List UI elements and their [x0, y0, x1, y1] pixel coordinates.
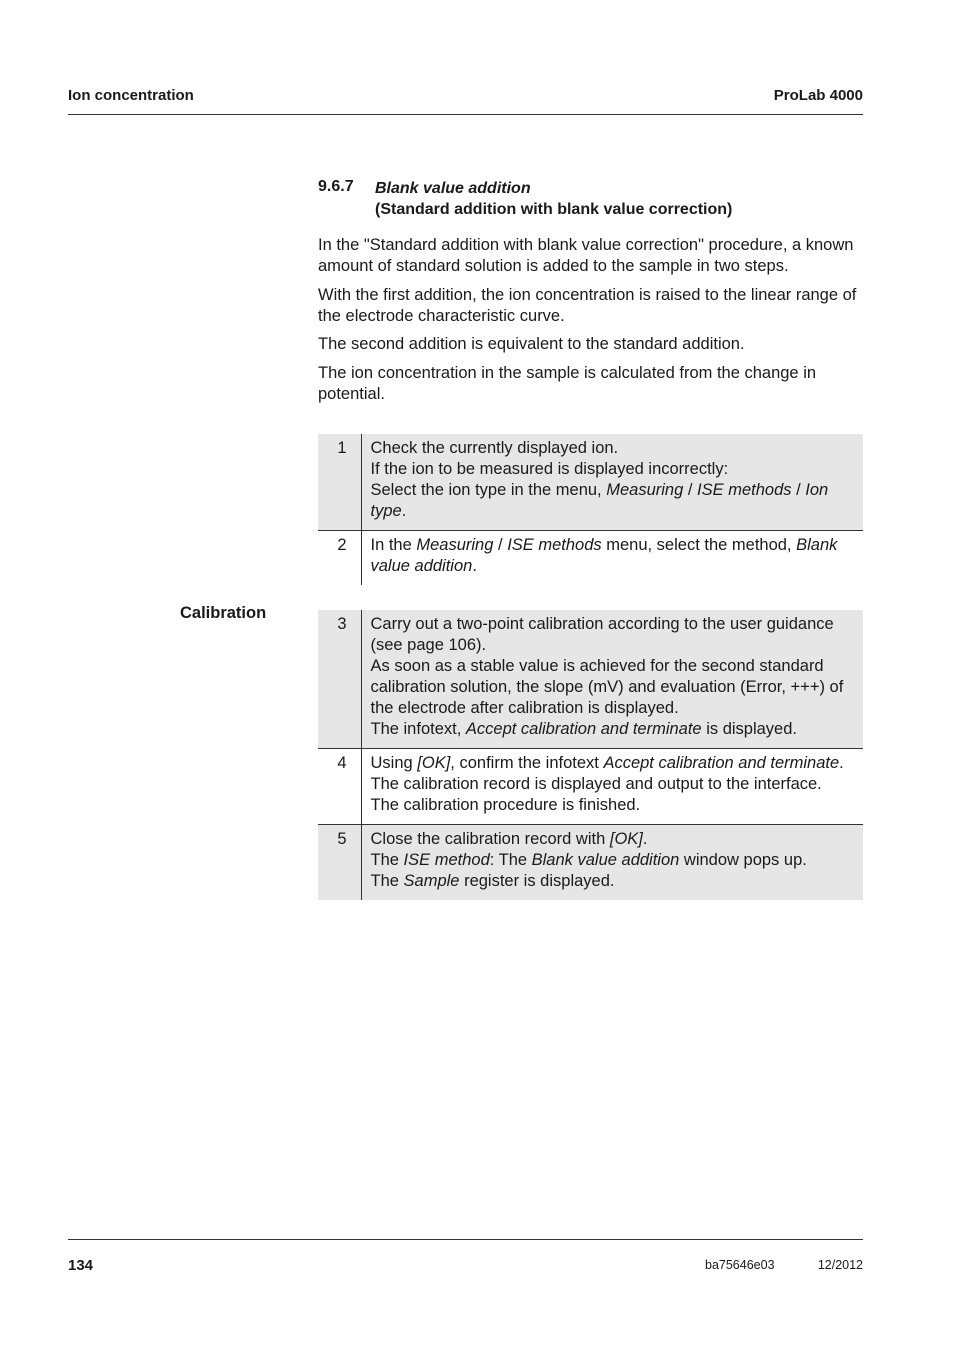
- section-number: 9.6.7: [318, 178, 354, 195]
- step-text-line: [371, 480, 854, 522]
- step-text-line: [371, 829, 854, 850]
- step-text-line: [371, 753, 854, 774]
- step-text-line: [371, 795, 854, 816]
- step-number: 2: [318, 531, 361, 586]
- step-text-segment: Close the calibration record with: [370, 830, 610, 848]
- step-text-line: [371, 614, 854, 656]
- step-text-segment: /: [683, 481, 698, 499]
- step-text-segment: The: [370, 872, 404, 890]
- footer-page-number: 134: [68, 1257, 94, 1274]
- step-number: 5: [318, 825, 361, 901]
- step-text-emphasis: ISE methods: [507, 536, 602, 554]
- step-text-segment: The calibration procedure is finished.: [370, 796, 641, 814]
- step-text-segment: .: [642, 830, 648, 848]
- step-text-emphasis: Blank value addition: [370, 536, 838, 575]
- step-text-emphasis: Ion type: [370, 481, 829, 520]
- step-text-segment: As soon as a stable value is achieved for the second standard calibration solution, the slope (mV) and evaluation (Error, +++) of the electrode after calibration is displayed.: [370, 657, 844, 717]
- step-text-segment: register is displayed.: [459, 872, 615, 890]
- step-text: [361, 825, 863, 901]
- step-text-line: [371, 459, 854, 480]
- section-title: [375, 178, 732, 220]
- steps-table-preparation: [318, 434, 863, 585]
- step-number: 3: [318, 610, 361, 749]
- section-title-subtitle: (Standard addition with blank value correction): [375, 201, 733, 218]
- step-text-line: [371, 850, 854, 871]
- footer-date: 12/2012: [817, 1258, 863, 1272]
- step-text-segment: : The: [489, 851, 532, 869]
- step-text-emphasis: Measuring: [606, 481, 684, 499]
- step-text-segment: .: [401, 502, 407, 520]
- step-text-line: [371, 871, 854, 892]
- step-text-segment: In the: [370, 536, 417, 554]
- step-text-segment: .: [839, 754, 844, 772]
- step-text-emphasis: Accept calibration and terminate: [465, 720, 702, 738]
- step-text-line: [371, 774, 854, 795]
- step-row: [318, 610, 863, 749]
- step-text: [361, 610, 863, 749]
- step-text-emphasis: Accept calibration and terminate: [603, 754, 840, 772]
- step-text-emphasis: Measuring: [416, 536, 494, 554]
- step-row: [318, 825, 863, 901]
- step-text-segment: .: [472, 557, 477, 575]
- step-text-line: [371, 535, 854, 577]
- header-divider: [68, 114, 863, 115]
- step-text: [361, 434, 863, 531]
- step-text-emphasis: ISE methods: [697, 481, 792, 499]
- step-text-emphasis: ISE method: [403, 851, 490, 869]
- step-text-segment: is displayed.: [701, 720, 797, 738]
- steps-table-calibration: [318, 610, 863, 900]
- step-text-emphasis: [OK]: [417, 754, 451, 772]
- step-row: [318, 749, 863, 825]
- step-number: 1: [318, 434, 361, 531]
- step-text-segment: Check the currently displayed ion.: [370, 439, 619, 457]
- header-chapter-title: Ion concentration: [68, 87, 194, 104]
- step-row: [318, 531, 863, 586]
- step-text-segment: Select the ion type in the menu,: [370, 481, 607, 499]
- paragraph-second-addition: The second addition is equivalent to the standard addition.: [318, 335, 745, 353]
- step-text-segment: Using: [370, 754, 418, 772]
- step-text-emphasis: Blank value addition: [531, 851, 680, 869]
- step-text-segment: The calibration record is displayed and output to the interface.: [370, 775, 822, 793]
- section-title-main: Blank value addition: [375, 180, 531, 197]
- step-text: [361, 531, 863, 586]
- step-text-segment: , confirm the infotext: [450, 754, 604, 772]
- step-text-line: [371, 438, 854, 459]
- step-number: 4: [318, 749, 361, 825]
- header-product-name: ProLab 4000: [773, 87, 863, 104]
- step-text-segment: /: [791, 481, 806, 499]
- paragraph-intro: In the "Standard addition with blank value correction" procedure, a known amount of standard solution is added to the sample in two steps.: [318, 236, 854, 275]
- footer-divider: [68, 1239, 863, 1240]
- step-text-segment: /: [493, 536, 508, 554]
- step-text-segment: The: [370, 851, 404, 869]
- step-text-line: [371, 656, 854, 719]
- footer-document-id: ba75646e03: [705, 1258, 775, 1272]
- step-text-segment: window pops up.: [679, 851, 807, 869]
- step-text-segment: The infotext,: [370, 720, 466, 738]
- step-text-line: [371, 719, 854, 740]
- step-row: [318, 434, 863, 531]
- step-text-emphasis: Sample: [403, 872, 460, 890]
- step-text-segment: menu, select the method,: [601, 536, 797, 554]
- step-text-segment: If the ion to be measured is displayed incorrectly:: [370, 460, 729, 478]
- step-text: [361, 749, 863, 825]
- side-label-calibration: Calibration: [180, 604, 267, 622]
- step-text-emphasis: [OK]: [609, 830, 643, 848]
- paragraph-calculation: The ion concentration in the sample is calculated from the change in potential.: [318, 364, 817, 403]
- step-text-segment: Carry out a two-point calibration according to the user guidance (see page 106).: [370, 615, 834, 654]
- paragraph-first-addition: With the first addition, the ion concentration is raised to the linear range of the electrode characteristic curve.: [318, 286, 857, 325]
